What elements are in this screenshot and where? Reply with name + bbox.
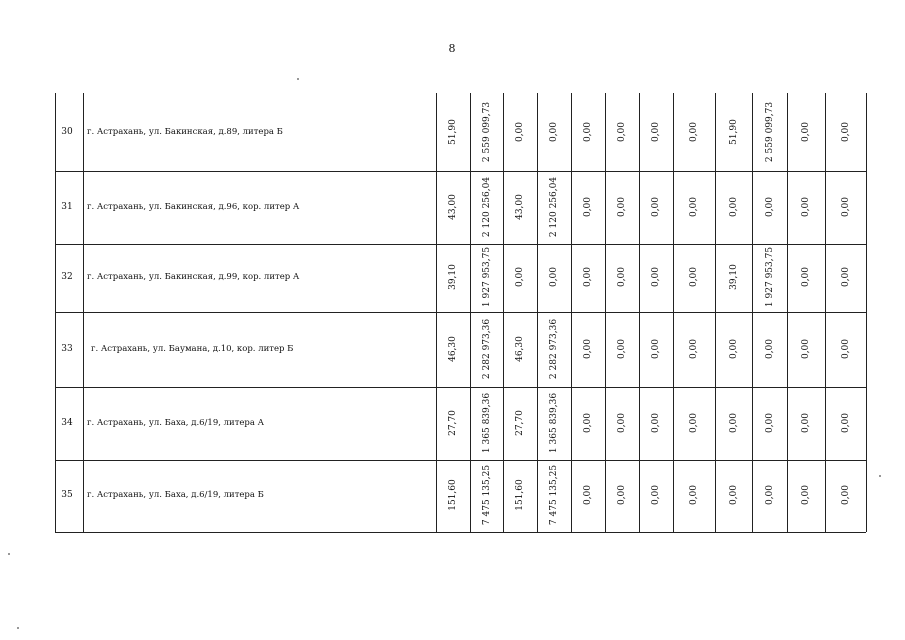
- value-cell: 0,00: [801, 338, 811, 359]
- value-cell: 0,00: [840, 484, 851, 506]
- value-cell: 2 282 973,36: [481, 318, 492, 379]
- value-cell: 0,00: [764, 484, 775, 506]
- value-cell: 0,00: [728, 338, 739, 359]
- value-cell: 0,00: [515, 121, 525, 143]
- value-cell: 2 559 099,73: [764, 101, 775, 163]
- value-cell: 46,30: [515, 335, 525, 362]
- address-cell: г. Астрахань, ул. Баумана, д.10, кор. литер Б: [91, 343, 294, 354]
- row-border: [55, 244, 866, 245]
- value-cell: 0,00: [840, 196, 851, 217]
- value-cell: 2 120 256,04: [481, 176, 492, 237]
- row-border: [55, 312, 866, 313]
- value-cell: 0,00: [689, 196, 699, 217]
- value-cell: 1 365 839,36: [481, 392, 492, 453]
- row-border: [55, 532, 866, 533]
- scan-speck: [297, 78, 299, 80]
- value-cell: 0,00: [583, 121, 593, 143]
- value-cell: 39,10: [448, 264, 458, 290]
- value-cell: 0,00: [728, 484, 739, 506]
- value-cell: 0,00: [689, 484, 699, 506]
- value-cell: 0,00: [801, 121, 811, 143]
- value-cell: 43,00: [515, 193, 525, 220]
- value-cell: 46,30: [448, 335, 458, 362]
- value-cell: 2 120 256,04: [549, 176, 559, 237]
- scan-speck: [17, 627, 19, 629]
- value-cell: 0,00: [689, 121, 699, 143]
- row-number: 33: [61, 343, 73, 354]
- value-cell: 43,00: [448, 193, 458, 220]
- address-cell: г. Астрахань, ул. Баха, д.6/19, литера Б: [87, 490, 264, 500]
- row-border: [55, 460, 866, 461]
- value-cell: 0,00: [840, 121, 851, 143]
- column-border: [866, 93, 867, 532]
- value-cell: 0,00: [583, 338, 593, 359]
- address-cell: г. Астрахань, ул. Бакинская, д.99, кор. литер А: [87, 272, 300, 282]
- row-number: 31: [61, 201, 73, 212]
- row-border: [55, 171, 866, 172]
- value-cell: 0,00: [515, 266, 525, 288]
- value-cell: 0,00: [617, 484, 627, 506]
- address-cell: г. Астрахань, ул. Бакинская, д.89, литера Б: [87, 127, 283, 137]
- value-cell: 0,00: [840, 338, 851, 359]
- value-cell: 1 927 953,75: [764, 246, 775, 308]
- value-cell: 0,00: [801, 484, 811, 506]
- value-cell: 0,00: [728, 196, 739, 217]
- value-cell: 0,00: [689, 266, 699, 288]
- value-cell: 7 475 135,25: [481, 464, 492, 526]
- value-cell: 0,00: [617, 338, 627, 359]
- value-cell: 27,70: [515, 409, 525, 436]
- value-cell: 39,10: [728, 264, 739, 290]
- value-cell: 2 282 973,36: [549, 318, 559, 379]
- page-number: 8: [448, 42, 456, 55]
- value-cell: 1 365 839,36: [549, 392, 559, 453]
- value-cell: 0,00: [801, 412, 811, 433]
- value-cell: 0,00: [651, 484, 661, 506]
- value-cell: 0,00: [651, 338, 661, 359]
- value-cell: 0,00: [801, 196, 811, 217]
- value-cell: 0,00: [840, 266, 851, 288]
- value-cell: 0,00: [689, 338, 699, 359]
- value-cell: 2 559 099,73: [481, 101, 492, 163]
- value-cell: 0,00: [689, 412, 699, 433]
- value-cell: 0,00: [651, 266, 661, 288]
- value-cell: 0,00: [549, 121, 559, 143]
- value-cell: 0,00: [764, 338, 775, 359]
- value-cell: 0,00: [583, 266, 593, 288]
- value-cell: 0,00: [583, 196, 593, 217]
- value-cell: 0,00: [583, 484, 593, 506]
- row-border: [55, 387, 866, 388]
- value-cell: 0,00: [801, 266, 811, 288]
- value-cell: 0,00: [728, 412, 739, 433]
- value-cell: 0,00: [617, 412, 627, 433]
- value-cell: 0,00: [549, 266, 559, 288]
- row-number: 30: [61, 127, 73, 137]
- value-cell: 51,90: [448, 119, 458, 145]
- scan-speck: [879, 475, 881, 477]
- scan-speck: [8, 553, 10, 555]
- row-number: 35: [61, 490, 73, 500]
- value-cell: 0,00: [617, 266, 627, 288]
- value-cell: 0,00: [764, 196, 775, 217]
- value-cell: 0,00: [617, 121, 627, 143]
- value-cell: 51,90: [728, 119, 739, 145]
- value-cell: 0,00: [617, 196, 627, 217]
- address-cell: г. Астрахань, ул. Бакинская, д.96, кор. литер А: [87, 201, 300, 212]
- value-cell: 1 927 953,75: [481, 246, 492, 308]
- value-cell: 0,00: [840, 412, 851, 433]
- value-cell: 151,60: [448, 479, 458, 511]
- value-cell: 7 475 135,25: [549, 464, 559, 526]
- value-cell: 0,00: [651, 121, 661, 143]
- value-cell: 0,00: [764, 412, 775, 433]
- value-cell: 0,00: [583, 412, 593, 433]
- value-cell: 27,70: [448, 409, 458, 436]
- address-cell: г. Астрахань, ул. Баха, д.6/19, литера А: [87, 417, 265, 428]
- value-cell: 151,60: [515, 479, 525, 511]
- value-cell: 0,00: [651, 196, 661, 217]
- row-number: 32: [61, 272, 73, 282]
- row-number: 34: [61, 417, 73, 428]
- value-cell: 0,00: [651, 412, 661, 433]
